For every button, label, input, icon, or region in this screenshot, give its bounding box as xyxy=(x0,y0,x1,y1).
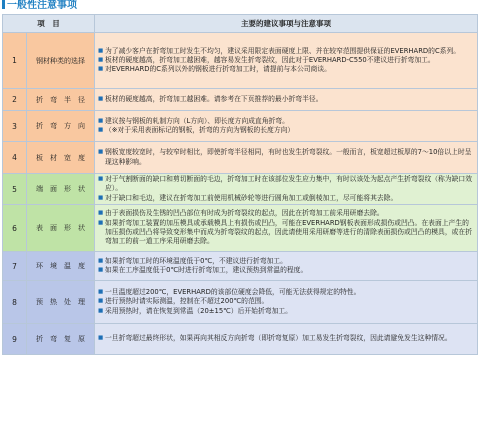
row-notes xyxy=(95,281,478,324)
note-item: ■ 对EVERHARD的C系列以外的钢板进行折弯加工时，请提前与本公司商谈。 xyxy=(98,65,474,74)
row-number: 2 xyxy=(3,89,27,111)
row-number: 7 xyxy=(3,252,27,281)
row-item: 表 面 形 状 xyxy=(27,205,95,252)
table-row xyxy=(3,205,478,252)
section-title xyxy=(2,0,77,12)
row-item: 预 热 处 理 xyxy=(27,281,95,324)
row-notes xyxy=(95,89,478,111)
notes-list xyxy=(98,334,474,343)
row-number: 9 xyxy=(3,324,27,355)
section-title-text: 一般性注意事项 xyxy=(7,0,77,11)
row-item: 板 材 宽 度 xyxy=(27,142,95,174)
table-row xyxy=(3,281,478,324)
note-item: ■ 采用预热时，请在恢复到常温（20±15℃）后开始折弯加工。 xyxy=(98,307,474,316)
notes-list xyxy=(98,148,474,167)
row-number: 4 xyxy=(3,142,27,174)
table-row xyxy=(3,89,478,111)
notes-list xyxy=(98,95,474,104)
row-number: 1 xyxy=(3,33,27,89)
notes-list xyxy=(98,47,474,75)
note-item: ■ 板材的硬度越高，折弯加工越困难，越容易发生折弯裂纹，因此对于EVERHARD-C550不建议进行折弯加工。 xyxy=(98,56,474,65)
row-item: 折 弯 复 原 xyxy=(27,324,95,355)
header-notes: 主要的建议事项与注意事项 xyxy=(95,15,478,33)
row-notes xyxy=(95,111,478,142)
header-item: 项 目 xyxy=(3,15,95,33)
notes-list xyxy=(98,257,474,276)
note-item: ■ 建议按与钢板的轧制方向（L方向）、即长度方向成直角折弯。 xyxy=(98,117,474,126)
row-notes xyxy=(95,142,478,174)
row-item: 端 面 形 状 xyxy=(27,174,95,205)
row-item: 钢材种类的选择 xyxy=(27,33,95,89)
note-item: ■ 如果折弯加工装置的加压模具或承载模具上有损伤或凹凸，可能在EVERHARD钢板表面形成损伤或凹凸。在表面上产生的加压损伤或凹凸将导致变形集中而成为折弯裂纹的起点，因此请使用采用研磨等进行的清除表面损伤或凹凸的模具，或在折弯加工的前一道工序采用研磨去除。 xyxy=(98,219,474,247)
note-item: ■ 一旦温度超过200℃，EVERHARD的该部位硬度会降低，可能无法获得规定的特性。 xyxy=(98,288,474,297)
table-row xyxy=(3,33,478,89)
note-item: ■ 板材的硬度越高，折弯加工越困难。请参考在下页推荐的最小折弯半径。 xyxy=(98,95,474,104)
table-row xyxy=(3,111,478,142)
row-notes xyxy=(95,252,478,281)
row-notes xyxy=(95,205,478,252)
note-item: ■ 钢板宽度较宽时，与较窄时相比，即使折弯半径相同，有时也发生折弯裂纹。一般而言，板宽超过板厚的7～10倍以上时呈现这种影响。 xyxy=(98,148,474,167)
title-marker-icon xyxy=(2,0,5,9)
note-item: ■ 一旦折弯超过最终形状，如果再向其相反方向折弯（即折弯复原）加工易发生折弯裂纹，因此请避免发生这种情况。 xyxy=(98,334,474,343)
notes-list xyxy=(98,288,474,316)
notes-list xyxy=(98,209,474,246)
note-item: ■ 对于气割断面的缺口和剪切断面的毛边，折弯加工时在该部位发生应力集中，有时以该处为起点产生折弯裂纹（称为缺口效应）。 xyxy=(98,175,474,194)
row-notes xyxy=(95,324,478,355)
table-row xyxy=(3,174,478,205)
row-item: 环 境 温 度 xyxy=(27,252,95,281)
note-item: ■ 由于表面损伤及生锈的凹凸部位有时成为折弯裂纹的起点，因此在折弯加工前采用研磨去除。 xyxy=(98,209,474,218)
row-number: 8 xyxy=(3,281,27,324)
precautions-table xyxy=(2,14,478,355)
table-header-row xyxy=(3,15,478,33)
note-item: ■ 进行预热时请实际测温，控制在不超过200℃的范围。 xyxy=(98,297,474,306)
row-notes xyxy=(95,33,478,89)
notes-list xyxy=(98,117,474,136)
notes-list xyxy=(98,175,474,203)
row-number: 6 xyxy=(3,205,27,252)
row-item: 折 弯 半 径 xyxy=(27,89,95,111)
row-number: 3 xyxy=(3,111,27,142)
table-row xyxy=(3,252,478,281)
row-notes xyxy=(95,174,478,205)
note-item: ■ 对于缺口和毛边，建议在折弯加工前使用机械砂轮等进行圆角加工或倒棱加工，尽可能将其去除。 xyxy=(98,194,474,203)
row-item: 折 弯 方 向 xyxy=(27,111,95,142)
table-row xyxy=(3,142,478,174)
note-item: ■ 如果折弯加工时的环境温度低于0℃，不建议进行折弯加工。 xyxy=(98,257,474,266)
note-item: ■ （※对于采用表面标记的钢板，折弯的方向为钢板的长度方向） xyxy=(98,126,474,135)
note-item: ■ 如果在工序温度低于0℃时进行折弯加工，建议预热到常温的程度。 xyxy=(98,266,474,275)
note-item: ■ 为了减少客户在折弯加工时发生不均匀，建议采用限定表面硬度上限、并在较窄范围提供保证的EVERHARD的C系列。 xyxy=(98,47,474,56)
row-number: 5 xyxy=(3,174,27,205)
table-body xyxy=(3,33,478,355)
table-row xyxy=(3,324,478,355)
